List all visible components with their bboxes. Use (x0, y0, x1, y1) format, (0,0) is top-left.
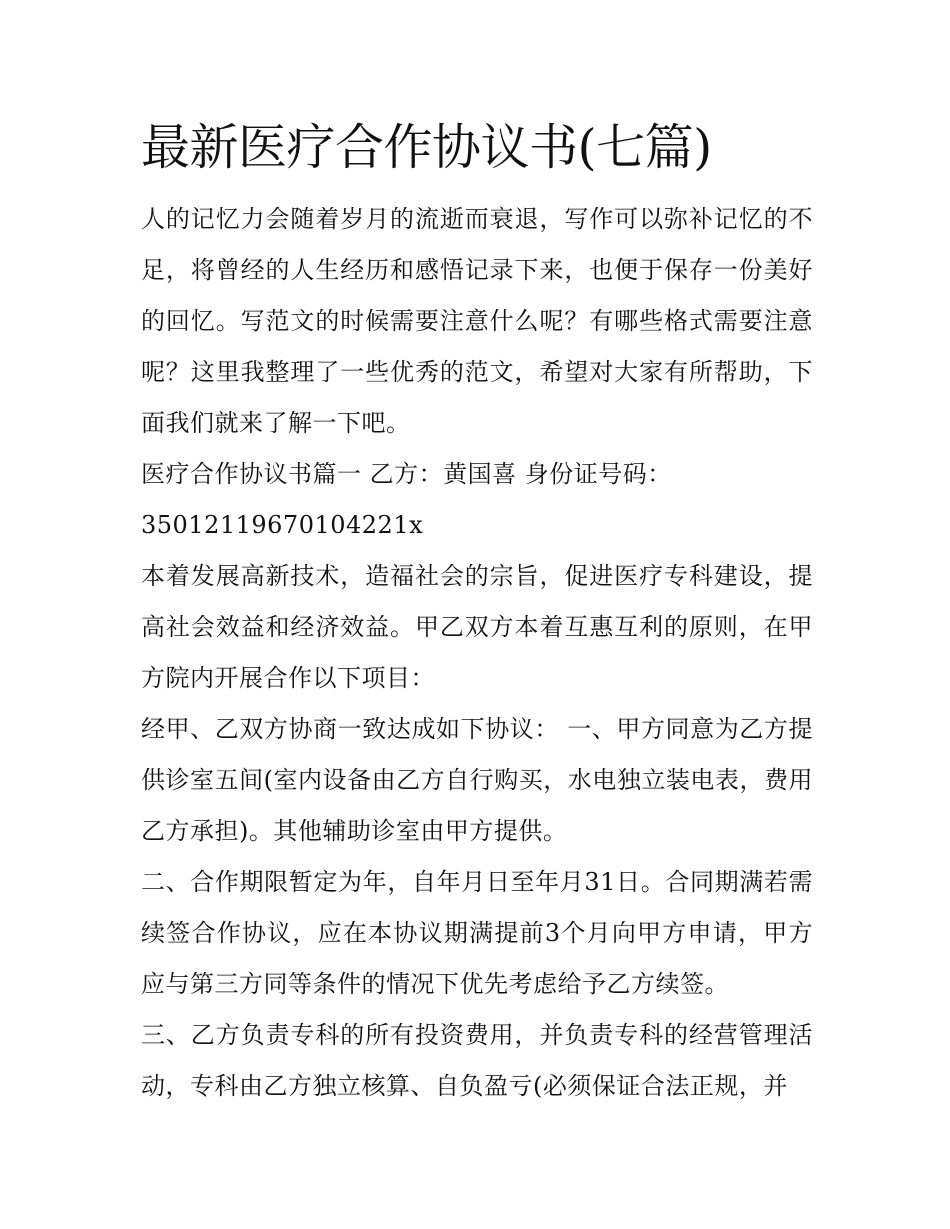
intro-paragraph: 人的记忆力会随着岁月的流逝而衰退，写作可以弥补记忆的不足，将曾经的人生经历和感悟记录下来，也便于保存一份美好的回忆。写范文的时候需要注意什么呢？有哪些格式需要注意呢？这里我整理了一些优秀的范文，希望对大家有所帮助，下面我们就来了解一下吧。 (141, 205, 813, 437)
clause-three-paragraph: 三、乙方负责专科的所有投资费用，并负责专科的经营管理活动，专科由乙方独立核算、自负盈亏(必须保证合法正规，并 (141, 1021, 813, 1100)
purpose-paragraph: 本着发展高新技术，造福社会的宗旨，促进医疗专科建设，提高社会效益和经济效益。甲乙双方本着互惠互利的原则，在甲方院内开展合作以下项目： (141, 562, 813, 692)
document-title: 最新医疗合作协议书(七篇) (141, 119, 712, 176)
clause-one-paragraph: 经甲、乙双方协商一致达成如下协议： 一、甲方同意为乙方提供诊室五间(室内设备由乙方自行购买，水电独立装电表，费用乙方承担)。其他辅助诊室由甲方提供。 (141, 715, 813, 845)
clause-two-paragraph: 二、合作期限暂定为年，自年月日至年月31日。合同期满若需续签合作协议，应在本协议期满提前3个月向甲方申请，甲方应与第三方同等条件的情况下优先考虑给予乙方续签。 (141, 868, 813, 998)
document-body (141, 112, 813, 1112)
id-number-paragraph: 35012119670104221x (141, 511, 424, 539)
part-one-heading-paragraph: 医疗合作协议书篇一 乙方：黄国喜 身份证号码： (141, 460, 672, 488)
